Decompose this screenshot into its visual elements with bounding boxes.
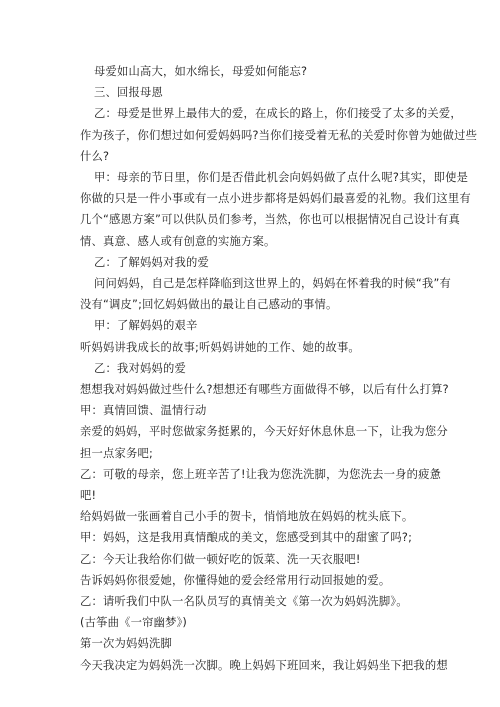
text-line: 你做的只是一件小事或有一点小进步都将是妈妈们最喜爱的礼物。我们这里有 [80,192,471,206]
text-line: (古筝曲《一帘幽梦》) [80,616,188,630]
text-line: 吧! [80,489,97,503]
text-line: 什么? [80,149,110,163]
text-line: 甲：母亲的节日里，你们是否借此机会向妈妈做了点什么呢?其实，即使是 [94,171,469,185]
text-line: 今天我决定为妈妈洗一次脚。晚上妈妈下班回来，我让妈妈坐下把我的想 [80,658,448,672]
text-line: 担一点家务吧; [80,446,153,460]
text-line: 几个“感恩方案”可以供队员们参考，当然，你也可以根据情况自己设计有真 [80,213,461,227]
text-line: 甲：真情回馈、温情行动 [80,404,207,418]
text-line: 问问妈妈，自己是怎样降临到这世界上的，妈妈在怀着我的时候“我”有 [94,277,452,291]
text-line: 甲：了解妈妈的艰辛 [94,319,198,333]
text-line: 乙：今天让我给你们做一顿好吃的饭菜、洗一天衣服吧! [80,552,361,566]
section-heading: 三、回报母恩 [94,86,163,100]
text-line: 乙：可敬的母亲，您上班辛苦了!让我为您洗洗脚，为您洗去一身的疲惫 [80,467,442,481]
text-line: 想想我对妈妈做过些什么?想想还有哪些方面做得不够，以后有什么打算? [80,383,449,397]
text-line: 乙：请听我们中队一名队员写的真情美文《第一次为妈妈洗脚》。 [80,595,408,609]
text-line: 乙：我对妈妈的爱 [94,361,186,375]
text-line: 亲爱的妈妈，平时您做家务挺累的，今天好好休息休息一下，让我为您分 [80,425,448,439]
document-body [80,61,478,676]
text-line: 母爱如山高大，如水绵长，母爱如何能忘? [94,65,308,78]
text-line: 给妈妈做一张画着自己小手的贺卡，悄悄地放在妈妈的枕头底下。 [80,510,414,524]
text-line: 听妈妈讲我成长的故事;听妈妈讲她的工作、她的故事。 [80,340,360,354]
text-line: 乙：了解妈妈对我的爱 [94,255,209,269]
text-line: 告诉妈妈你很爱她，你懂得她的爱会经常用行动回报她的爱。 [80,573,391,587]
text-line: 作为孩子，你们想过如何爱妈妈吗?当你们接受着无私的关爱时你曾为她做过些 [80,128,478,142]
text-line: 没有“调皮”;回忆妈妈做出的最让自己感动的事情。 [80,298,338,312]
text-line: 乙：母爱是世界上最伟大的爱，在成长的路上，你们接受了太多的关爱， [94,107,462,121]
text-line: 甲：妈妈，这是我用真情酿成的美文，您感受到其中的甜蜜了吗?; [80,531,413,545]
text-line: 情、真意、感人或有创意的实施方案。 [80,234,276,248]
subheading: 第一次为妈妈洗脚 [80,637,172,651]
